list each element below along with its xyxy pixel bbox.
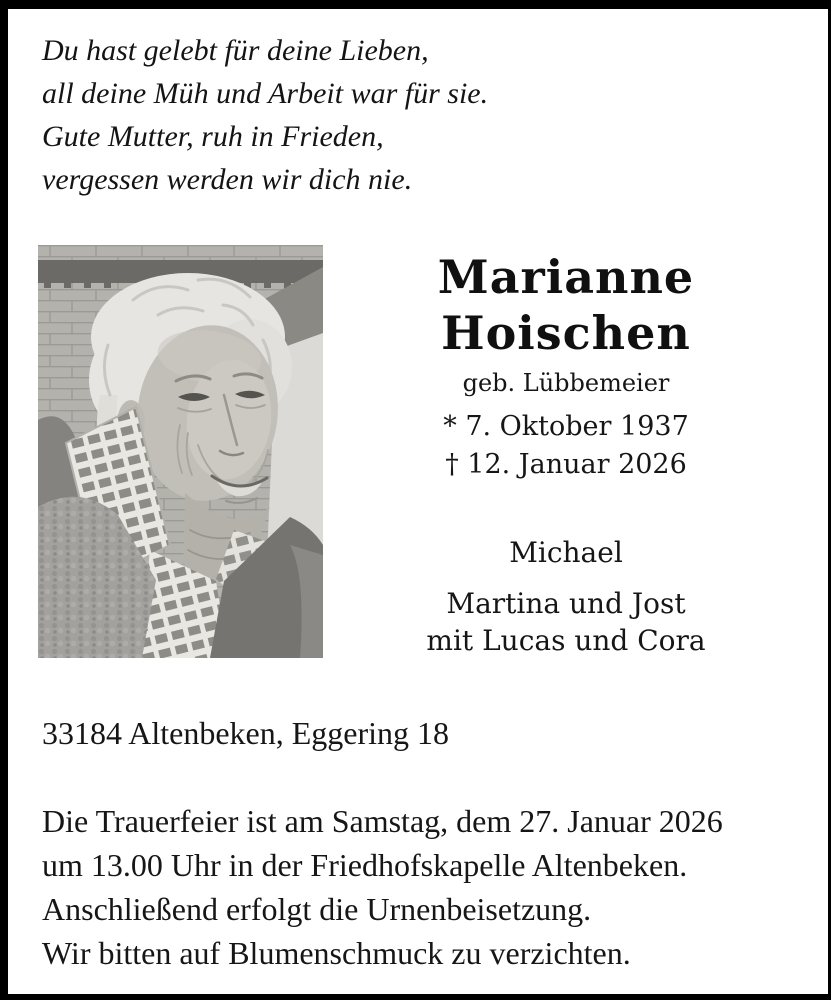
verse-line: Gute Mutter, ruh in Frieden, <box>42 120 384 153</box>
mourner-line: mit Lucas und Cora <box>426 624 706 657</box>
memorial-verse <box>42 29 488 201</box>
maiden-name: geb. Lübbemeier <box>462 369 670 397</box>
mourner-line: Michael <box>509 536 623 569</box>
deceased-last-name: Hoischen <box>441 306 691 360</box>
funeral-notice-line: Wir bitten auf Blumenschmuck zu verzichten. <box>42 935 631 971</box>
address-line: 33184 Altenbeken, Eggering 18 <box>42 715 450 751</box>
portrait-photo <box>38 245 323 658</box>
funeral-notice-line: um 13.00 Uhr in der Friedhofskapelle Altenbeken. <box>42 847 688 883</box>
mourner-line: Martina und Jost <box>446 587 686 620</box>
verse-line: all deine Müh und Arbeit war für sie. <box>42 77 489 110</box>
verse-line: vergessen werden wir dich nie. <box>42 163 413 196</box>
birth-date: * 7. Oktober 1937 <box>443 411 689 442</box>
funeral-notice-line: Die Trauerfeier ist am Samstag, dem 27. Januar 2026 <box>42 803 723 839</box>
deceased-block <box>326 249 806 659</box>
deceased-first-name: Marianne <box>437 250 695 304</box>
death-date: † 12. Januar 2026 <box>445 449 687 480</box>
funeral-notice-line: Anschließend erfolgt die Urnenbeisetzung. <box>42 891 592 927</box>
funeral-notice <box>42 799 723 975</box>
verse-line: Du hast gelebt für deine Lieben, <box>42 34 429 67</box>
